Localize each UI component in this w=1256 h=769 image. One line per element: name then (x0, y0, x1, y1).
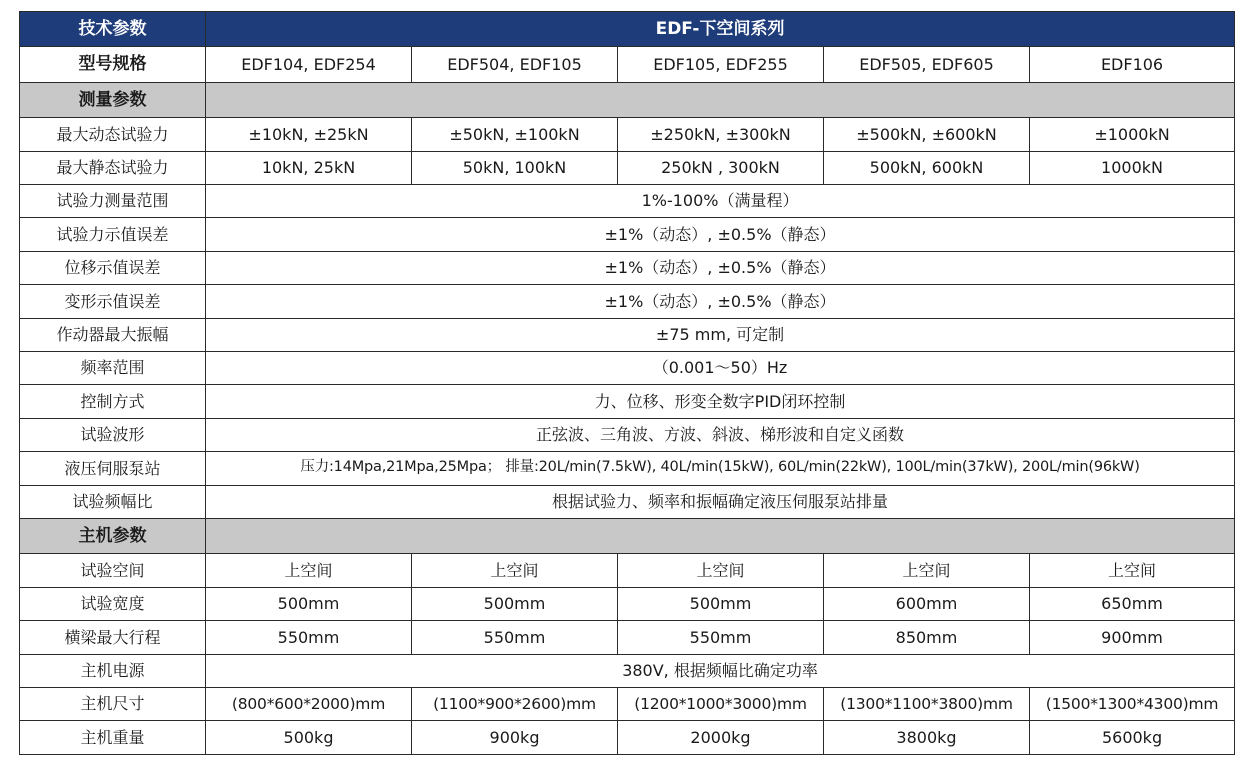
table-cell: ±500kN, ±600kN (824, 118, 1030, 151)
table-cell: 上空间 (206, 554, 412, 587)
table-row (20, 385, 1235, 418)
table-cell: ±250kN, ±300kN (618, 118, 824, 151)
table-cell: ±1%（动态）, ±0.5%（静态） (206, 285, 1235, 318)
table-row (20, 285, 1235, 318)
table-row (20, 418, 1235, 451)
row-label: 试验空间 (20, 554, 206, 587)
table-cell: 380V, 根据频幅比确定功率 (206, 654, 1235, 687)
table-row (20, 485, 1235, 518)
spec-table (19, 11, 1235, 755)
table-row (20, 554, 1235, 587)
section-fill (206, 82, 1235, 117)
row-label: 作动器最大振幅 (20, 318, 206, 351)
table-cell: ±10kN, ±25kN (206, 118, 412, 151)
table-row (20, 654, 1235, 687)
table-row (20, 251, 1235, 284)
section-title: 主机参数 (20, 519, 206, 554)
table-cell: 500kg (206, 721, 412, 755)
series-title: EDF-下空间系列 (206, 12, 1235, 47)
table-row (20, 218, 1235, 251)
table-row (20, 688, 1235, 721)
table-cell: 3800kg (824, 721, 1030, 755)
table-cell: 50kN, 100kN (412, 151, 618, 184)
section-row (20, 82, 1235, 117)
header-label: 技术参数 (20, 12, 206, 47)
header-row (20, 12, 1235, 47)
row-label: 液压伺服泵站 (20, 452, 206, 485)
table-cell: 上空间 (824, 554, 1030, 587)
table-cell: 900mm (1030, 621, 1235, 654)
table-row (20, 184, 1235, 217)
row-label: 试验波形 (20, 418, 206, 451)
table-cell: ±1000kN (1030, 118, 1235, 151)
table-cell: 850mm (824, 621, 1030, 654)
table-row (20, 351, 1235, 384)
row-label: 试验力测量范围 (20, 184, 206, 217)
row-label: 主机电源 (20, 654, 206, 687)
table-cell: 正弦波、三角波、方波、斜波、梯形波和自定义函数 (206, 418, 1235, 451)
table-cell: 650mm (1030, 587, 1235, 620)
table-cell: 250kN , 300kN (618, 151, 824, 184)
model-cell: EDF504, EDF105 (412, 47, 618, 82)
table-cell: ±1%（动态）, ±0.5%（静态） (206, 218, 1235, 251)
table-row (20, 587, 1235, 620)
table-cell: 500mm (618, 587, 824, 620)
table-cell: 上空间 (1030, 554, 1235, 587)
table-cell: 10kN, 25kN (206, 151, 412, 184)
table-cell: 压力:14Mpa,21Mpa,25Mpa； 排量:20L/min(7.5kW), 40L/min(15kW), 60L/min(22kW), 100L/min(37kW), 200L/min(96kW) (206, 452, 1235, 485)
table-cell: 上空间 (618, 554, 824, 587)
table-cell: (1500*1300*4300)mm (1030, 688, 1235, 721)
table-cell: 1%-100%（满量程） (206, 184, 1235, 217)
table-cell: (800*600*2000)mm (206, 688, 412, 721)
table-row (20, 151, 1235, 184)
table-row (20, 118, 1235, 151)
row-label: 试验力示值误差 (20, 218, 206, 251)
table-row (20, 318, 1235, 351)
table-cell: 600mm (824, 587, 1030, 620)
table-cell: (1200*1000*3000)mm (618, 688, 824, 721)
table-cell: （0.001～50）Hz (206, 351, 1235, 384)
section-fill (206, 519, 1235, 554)
table-row (20, 452, 1235, 485)
table-cell: 5600kg (1030, 721, 1235, 755)
table-cell: 900kg (412, 721, 618, 755)
table-cell: 500kN, 600kN (824, 151, 1030, 184)
table-cell: 500mm (206, 587, 412, 620)
table-cell: (1100*900*2600)mm (412, 688, 618, 721)
row-label: 试验宽度 (20, 587, 206, 620)
table-cell: 550mm (206, 621, 412, 654)
table-cell: 500mm (412, 587, 618, 620)
row-label: 变形示值误差 (20, 285, 206, 318)
row-label: 试验频幅比 (20, 485, 206, 518)
table-cell: 上空间 (412, 554, 618, 587)
model-row (20, 47, 1235, 82)
table-cell: ±75 mm, 可定制 (206, 318, 1235, 351)
table-cell: 550mm (412, 621, 618, 654)
table-cell: 根据试验力、频率和振幅确定液压伺服泵站排量 (206, 485, 1235, 518)
row-label: 主机尺寸 (20, 688, 206, 721)
row-label: 位移示值误差 (20, 251, 206, 284)
section-row (20, 519, 1235, 554)
row-label: 主机重量 (20, 721, 206, 755)
model-cell: EDF104, EDF254 (206, 47, 412, 82)
table-cell: 2000kg (618, 721, 824, 755)
row-label: 频率范围 (20, 351, 206, 384)
model-cell: EDF105, EDF255 (618, 47, 824, 82)
row-label: 横梁最大行程 (20, 621, 206, 654)
model-cell: EDF505, EDF605 (824, 47, 1030, 82)
table-cell: ±1%（动态）, ±0.5%（静态） (206, 251, 1235, 284)
row-label: 控制方式 (20, 385, 206, 418)
table-cell: 550mm (618, 621, 824, 654)
row-label: 型号规格 (20, 47, 206, 82)
table-row (20, 621, 1235, 654)
table-cell: 1000kN (1030, 151, 1235, 184)
section-title: 测量参数 (20, 82, 206, 117)
table-cell: (1300*1100*3800)mm (824, 688, 1030, 721)
table-row (20, 721, 1235, 755)
row-label: 最大动态试验力 (20, 118, 206, 151)
row-label: 最大静态试验力 (20, 151, 206, 184)
table-cell: ±50kN, ±100kN (412, 118, 618, 151)
table-cell: 力、位移、形变全数字PID闭环控制 (206, 385, 1235, 418)
model-cell: EDF106 (1030, 47, 1235, 82)
